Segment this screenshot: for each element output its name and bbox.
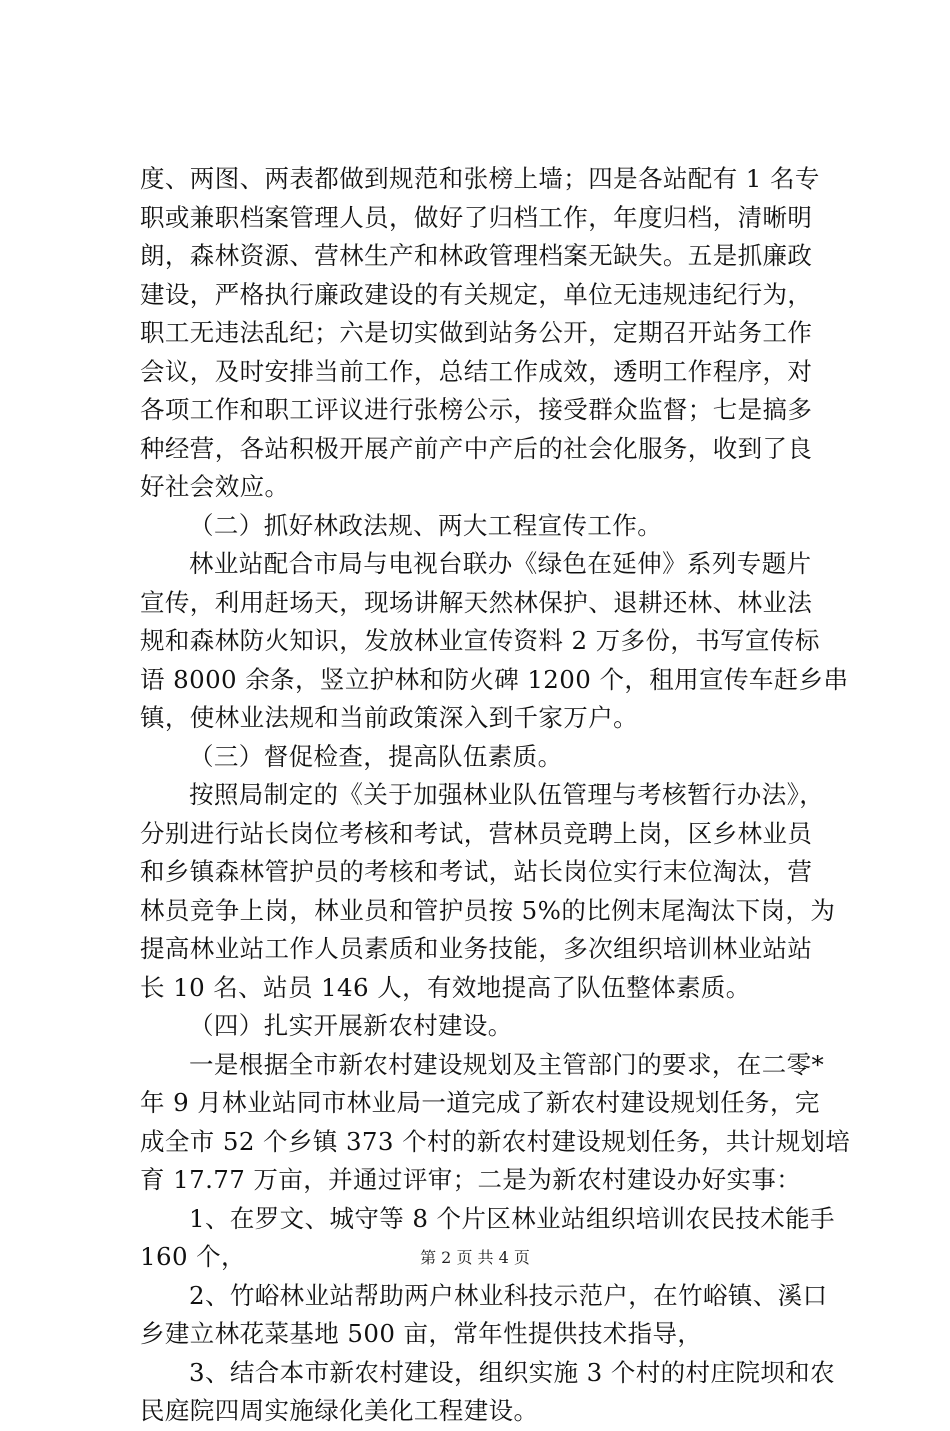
text-line: （二）抓好林政法规、两大工程宣传工作。 bbox=[189, 510, 663, 540]
text-line: （四）扎实开展新农村建设。 bbox=[189, 1011, 513, 1040]
text-line: 160 个， bbox=[140, 1242, 246, 1271]
text-line: 民庭院四周实施绿化美化工程建设。 bbox=[140, 1396, 539, 1425]
text-line: 规和森林防火知识，发放林业宣传资料 2 万多份，书写宣传标 bbox=[140, 626, 820, 655]
text-line: 建设，严格执行廉政建设的有关规定，单位无违规违纪行为， bbox=[140, 279, 813, 309]
text-line: 宣传，利用赶场天，现场讲解天然林保护、退耕还林、林业法 bbox=[140, 587, 813, 617]
text-line: （三）督促检查，提高队伍素质。 bbox=[189, 741, 563, 771]
text-line: 育 17.77 万亩，并通过评审；二是为新农村建设办好实事： bbox=[140, 1165, 802, 1194]
text-line: 提高林业站工作人员素质和业务技能，多次组织培训林业站站 bbox=[140, 934, 813, 963]
text-line: 和乡镇森林管护员的考核和考试，站长岗位实行末位淘汰，营 bbox=[140, 857, 813, 886]
text-line: 会议，及时安排当前工作，总结工作成效，透明工作程序，对 bbox=[140, 356, 813, 386]
text-line: 长 10 名、站员 146 人，有效地提高了队伍整体素质。 bbox=[140, 972, 751, 1002]
text-line: 1、在罗文、城守等 8 个片区林业站组织培训农民技术能手 bbox=[189, 1203, 835, 1233]
text-line: 乡建立林花菜基地 500 亩，常年性提供技术指导， bbox=[140, 1319, 703, 1348]
text-line: 职工无违法乱纪；六是切实做到站务公开，定期召开站务工作 bbox=[140, 318, 813, 347]
text-line: 好社会效应。 bbox=[140, 472, 290, 501]
text-line: 语 8000 余条，竖立护林和防火碑 1200 个，租用宣传车赶乡串 bbox=[140, 664, 849, 694]
page-footer: 第 2 页 共 4 页 bbox=[420, 1248, 530, 1267]
text-line: 2、竹峪林业站帮助两户林业科技示范户，在竹峪镇、溪口 bbox=[189, 1280, 828, 1310]
text-line: 各项工作和职工评议进行张榜公示，接受群众监督；七是搞多 bbox=[140, 395, 813, 424]
text-line: 朗，森林资源、营林生产和林政管理档案无缺失。五是抓廉政 bbox=[140, 241, 813, 270]
text-line: 度、两图、两表都做到规范和张榜上墙；四是各站配有 1 名专 bbox=[140, 164, 820, 193]
text-line: 一是根据全市新农村建设规划及主管部门的要求，在二零* bbox=[189, 1049, 825, 1079]
text-line: 3、结合本市新农村建设，组织实施 3 个村的村庄院坝和农 bbox=[189, 1357, 835, 1387]
text-line: 成全市 52 个乡镇 373 个村的新农村建设规划任务，共计规划培 bbox=[140, 1126, 851, 1156]
text-line: 林业站配合市局与电视台联办《绿色在延伸》系列专题片 bbox=[189, 549, 812, 578]
text-line: 职或兼职档案管理人员，做好了归档工作，年度归档，清晰明 bbox=[140, 202, 813, 232]
document-body bbox=[140, 160, 851, 1431]
text-line: 林员竞争上岗，林业员和管护员按 5%的比例末尾淘汰下岗，为 bbox=[140, 895, 836, 925]
text-line: 镇，使林业法规和当前政策深入到千家万户。 bbox=[140, 703, 638, 732]
text-line: 年 9 月林业站同市林业局一道完成了新农村建设规划任务，完 bbox=[140, 1088, 820, 1117]
text-line: 种经营，各站积极开展产前产中产后的社会化服务，收到了良 bbox=[140, 433, 813, 463]
text-line: 按照局制定的《关于加强林业队伍管理与考核暂行办法》， bbox=[189, 780, 825, 809]
text-line: 分别进行站长岗位考核和考试，营林员竞聘上岗，区乡林业员 bbox=[140, 818, 813, 848]
